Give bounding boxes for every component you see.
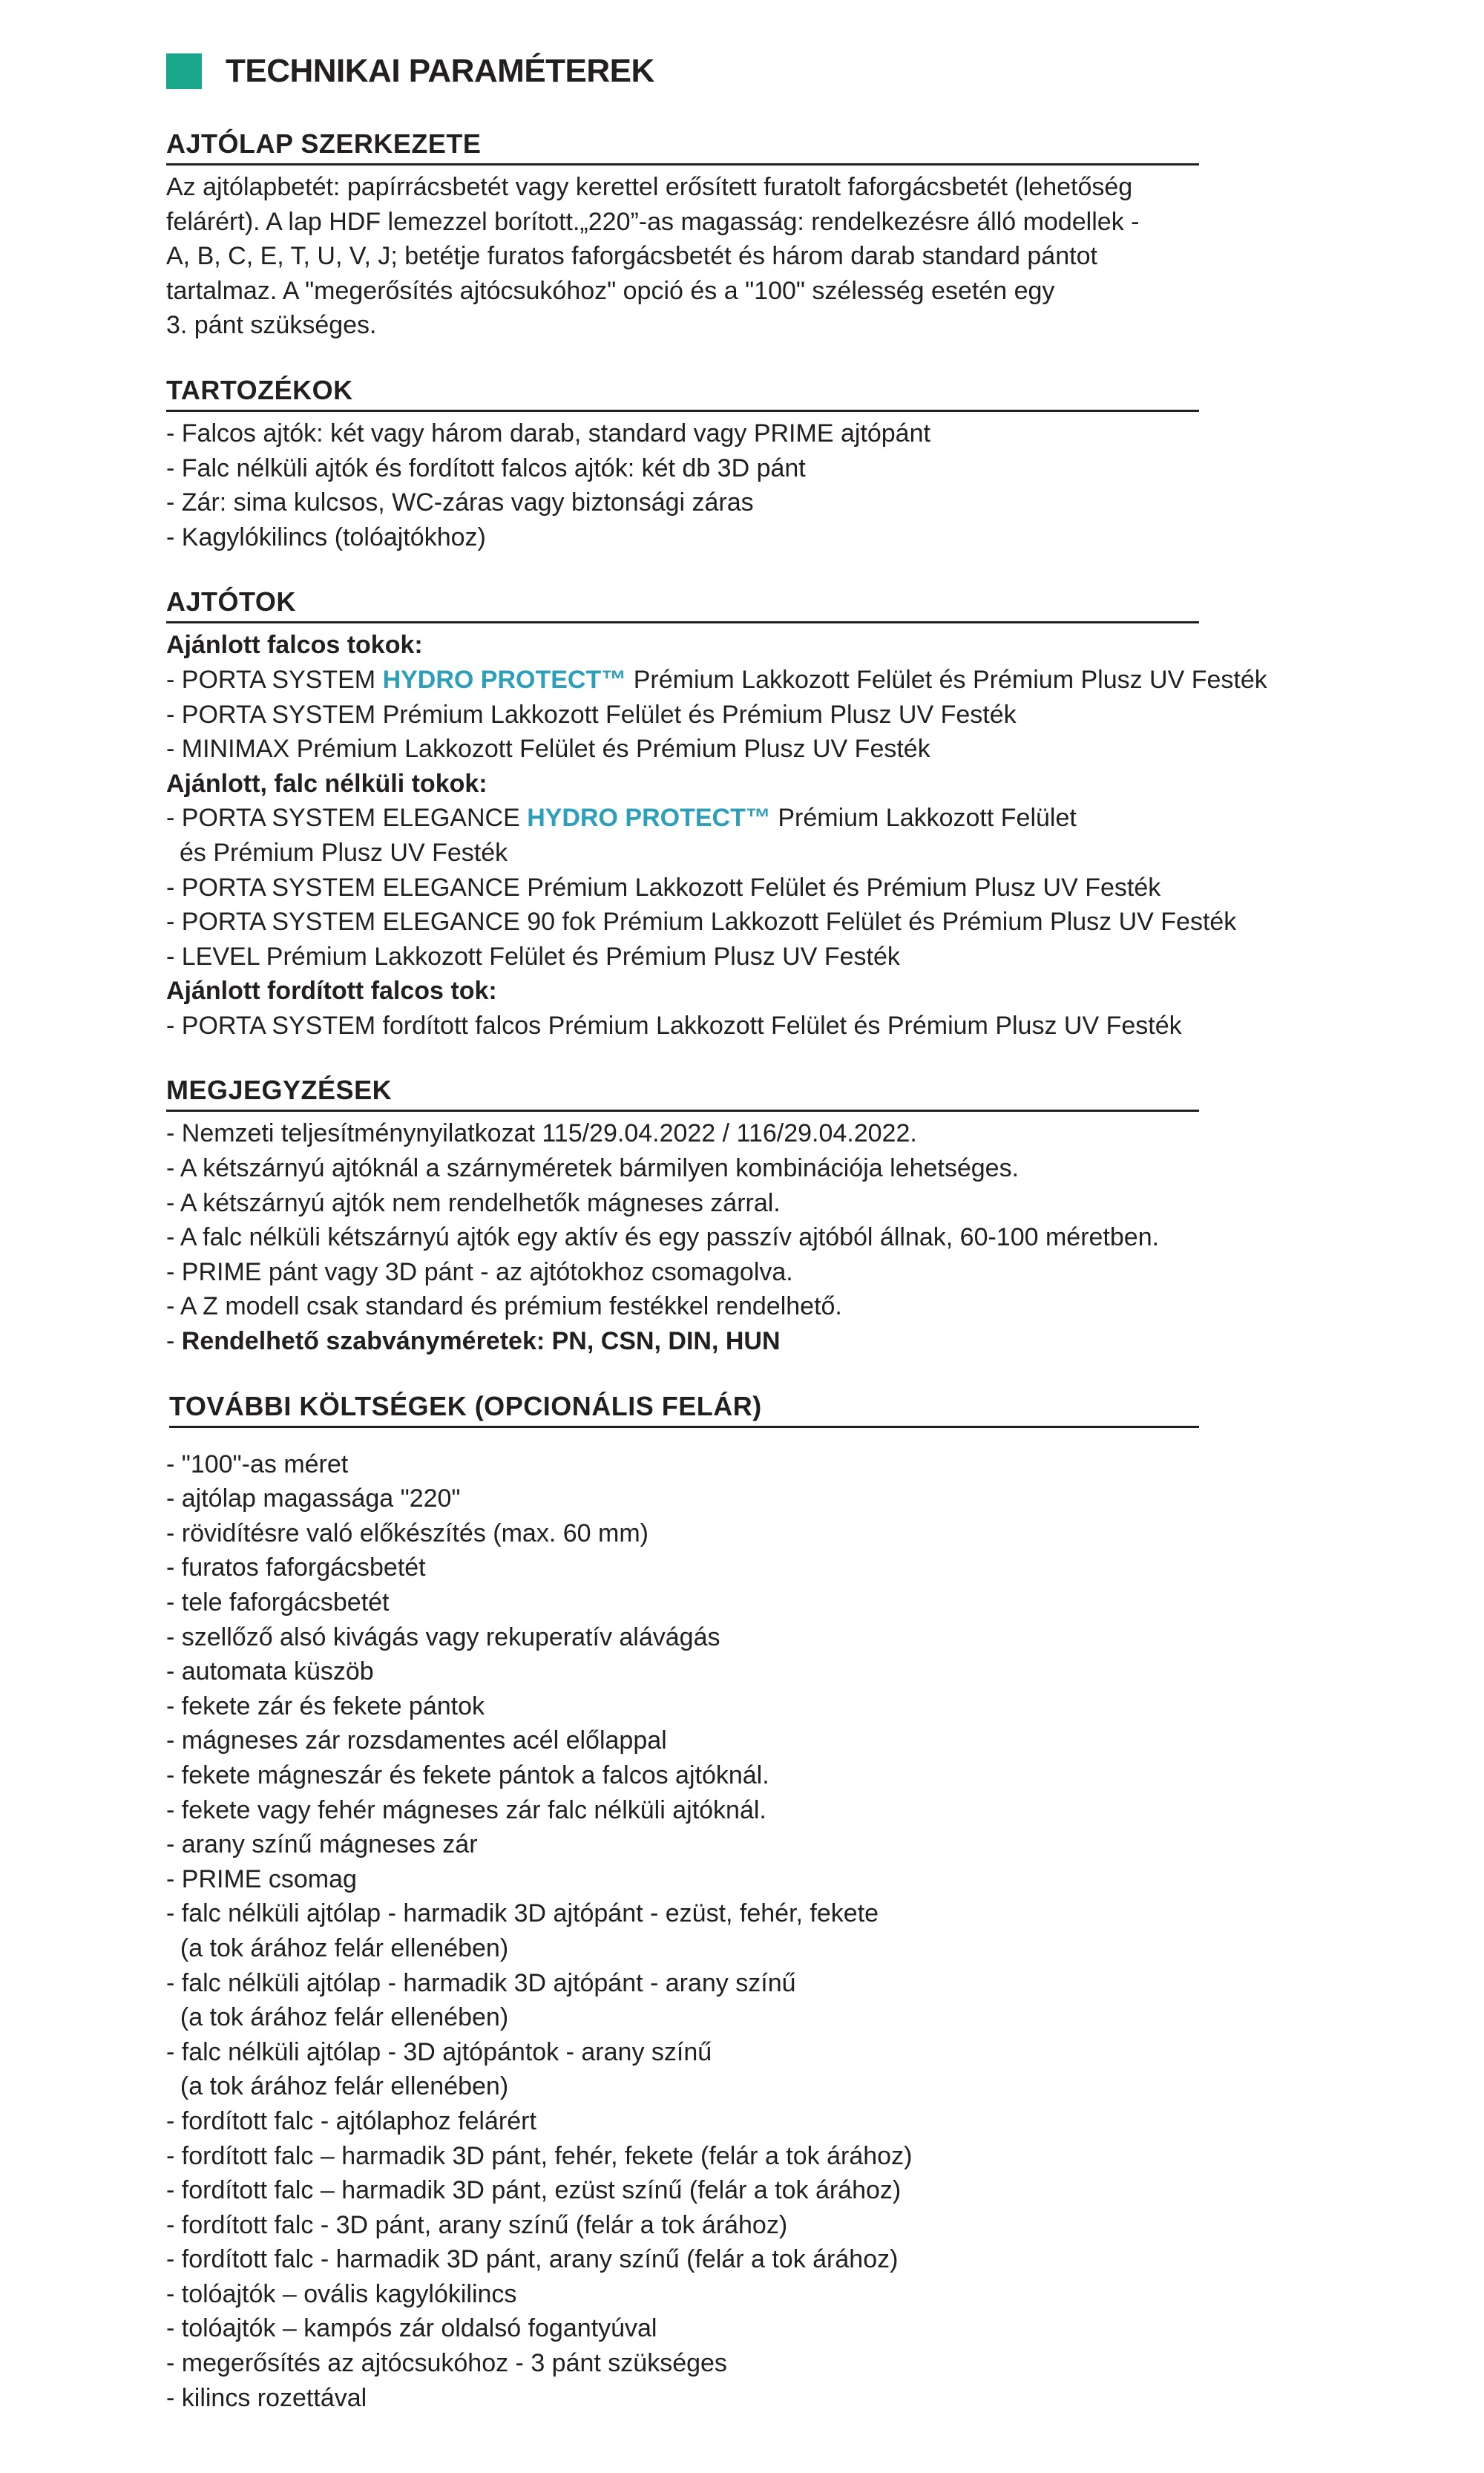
section-heading: MEGJEGYZÉSEK [166,1072,1199,1112]
subheading: Ajánlott fordított falcos tok: [166,977,497,1006]
list-item: - fekete zár és fekete pántok [166,1691,485,1720]
section-heading: AJTÓLAP SZERKEZETE [166,126,1199,166]
list-item: - PORTA SYSTEM Prémium Lakkozott Felület és Prémium Plusz UV Festék [166,700,1017,729]
list-item: - Falcos ajtók: két vagy három darab, standard vagy PRIME ajtópánt [166,419,930,448]
list-item: - PRIME pánt vagy 3D pánt - az ajtótokhoz csomagolva. [166,1257,793,1286]
standard-sizes-label: Rendelhető szabványméretek: PN, CSN, DIN, HUN [181,1327,781,1356]
list-item-continuation: (a tok árához felár ellenében) [166,1933,509,1962]
section-ajtotok [166,584,1267,1043]
list-item: - arany színű mágneses zár [166,1830,478,1859]
list-item: - falc nélküli ajtólap - 3D ajtópántok - arany színű [166,2037,712,2066]
list-item: - mágneses zár rozsdamentes acél előlappal [166,1726,667,1755]
item-text: Prémium Lakkozott Felület [770,804,1077,833]
section-heading: TOVÁBBI KÖLTSÉGEK (OPCIONÁLIS FELÁR) [169,1389,1199,1428]
list-item: - Zár: sima kulcsos, WC-záras vagy biztonsági záras [166,488,754,517]
list-item: - A Z modell csak standard és prémium festékkel rendelhető. [166,1292,842,1321]
section-tartozekok [166,373,1199,554]
list-item: - "100"-as méret [166,1450,349,1478]
list-item: - PORTA SYSTEM fordított falcos Prémium Lakkozott Felület és Prémium Plusz UV Festék [166,1011,1182,1040]
text-line: Az ajtólapbetét: papírrácsbetét vagy kerettel erősített furatolt faforgácsbetét (lehetőség [166,173,1133,201]
list-item [166,663,1267,698]
list-item: - Falc nélküli ajtók és fordított falcos ajtók: két db 3D pánt [166,453,806,482]
list-item: - tolóajtók – kampós zár oldalsó fogantyúval [166,2314,657,2343]
list-item: - falc nélküli ajtólap - harmadik 3D ajtópánt - ezüst, fehér, fekete [166,1899,879,1928]
list-item: - tolóajtók – ovális kagylókilincs [166,2279,517,2308]
costs-list [166,1447,1199,2416]
text-line: felárért). A lap HDF lemezzel borított.„220”-as magasság: rendelkezésre álló modellek - [166,207,1140,236]
list-item: - fordított falc – harmadik 3D pánt, fehér, fekete (felár a tok árához) [166,2141,913,2170]
hydro-protect-label: HYDRO PROTECT™ [382,665,627,694]
section-body [166,628,1267,1043]
list-item-continuation: (a tok árához felár ellenében) [166,2072,509,2101]
section-koltsegek [166,1389,1199,1428]
title-square-icon [166,53,202,89]
text-line: 3. pánt szükséges. [166,311,377,340]
list-item-continuation: és Prémium Plusz UV Festék [180,838,508,867]
page-title: TECHNIKAI PARAMÉTEREK [226,53,654,89]
list-item: - falc nélküli ajtólap - harmadik 3D ajtópánt - arany színű [166,1968,796,1997]
list-item: - megerősítés az ajtócsukóhoz - 3 pánt szükséges [166,2349,727,2378]
list-item: - A kétszárnyú ajtóknál a szárnyméretek bármilyen kombinációja lehetséges. [166,1154,1020,1183]
document-page [166,49,1267,2415]
list-item: - szellőző alsó kivágás vagy rekuperatív alávágás [166,1622,720,1651]
list-item: - PORTA SYSTEM ELEGANCE Prémium Lakkozott Felület és Prémium Plusz UV Festék [166,873,1161,902]
list-item: - LEVEL Prémium Lakkozott Felület és Prémium Plusz UV Festék [166,942,900,971]
section-body [166,170,1199,343]
list-item: - rövidítésre való előkészítés (max. 60 mm) [166,1519,649,1547]
list-item: - fekete mágneszár és fekete pántok a falcos ajtóknál. [166,1760,769,1789]
list-item: - fekete vagy fehér mágneses zár falc nélküli ajtóknál. [166,1795,766,1824]
item-text: Prémium Lakkozott Felület és Prémium Plusz UV Festék [626,665,1267,694]
list-item-continuation: (a tok árához felár ellenében) [166,2003,509,2032]
list-item [166,801,1199,836]
list-item: - fordított falc - 3D pánt, arany színű (felár a tok árához) [166,2210,788,2239]
list-item: - automata küszöb [166,1657,374,1686]
list-item: - ajtólap magassága "220" [166,1484,461,1513]
section-megjegyzesek [166,1072,1199,1358]
list-item: - PRIME csomag [166,1864,357,1893]
list-item: - tele faforgácsbetét [166,1588,390,1617]
subheading: Ajánlott, falc nélküli tokok: [166,769,487,798]
list-item: - fordított falc - harmadik 3D pánt, arany színű (felár a tok árához) [166,2245,899,2274]
list-item: - A falc nélküli kétszárnyú ajtók egy aktív és egy passzív ajtóból állnak, 60-100 méretben. [166,1223,1160,1252]
main-title-row [166,49,1199,94]
list-item: - PORTA SYSTEM ELEGANCE 90 fok Prémium Lakkozott Felület és Prémium Plusz UV Festék [166,908,1237,937]
section-body [166,416,1199,554]
text-line: tartalmaz. A "megerősítés ajtócsukóhoz" opció és a "100" szélesség esetén egy [166,276,1055,305]
hydro-protect-label: HYDRO PROTECT™ [527,804,771,833]
list-item: - Kagylókilincs (tolóajtókhoz) [166,523,486,551]
list-item: - MINIMAX Prémium Lakkozott Felület és Prémium Plusz UV Festék [166,735,930,764]
list-item [166,1324,1199,1359]
list-item: - fordított falc - ajtólaphoz felárért [166,2106,536,2135]
list-item: - furatos faforgácsbetét [166,1553,426,1582]
subheading: Ajánlott falcos tokok: [166,631,423,660]
item-text: - PORTA SYSTEM [166,665,383,694]
section-ajtolap [166,126,1199,343]
item-text: - PORTA SYSTEM ELEGANCE [166,804,528,833]
list-item: - kilincs rozettával [166,2383,367,2412]
section-heading: AJTÓTOK [166,584,1199,623]
list-item: - Nemzeti teljesítménynyilatkozat 115/29.04.2022 / 116/29.04.2022. [166,1119,917,1148]
item-text: - [166,1327,182,1356]
list-item: - fordított falc – harmadik 3D pánt, ezüst színű (felár a tok árához) [166,2176,902,2205]
text-line: A, B, C, E, T, U, V, J; betétje furatos faforgácsbetét és három darab standard pántot [166,242,1097,271]
section-heading: TARTOZÉKOK [166,373,1199,412]
list-item: - A kétszárnyú ajtók nem rendelhetők mágneses zárral. [166,1188,781,1217]
section-body [166,1116,1199,1358]
